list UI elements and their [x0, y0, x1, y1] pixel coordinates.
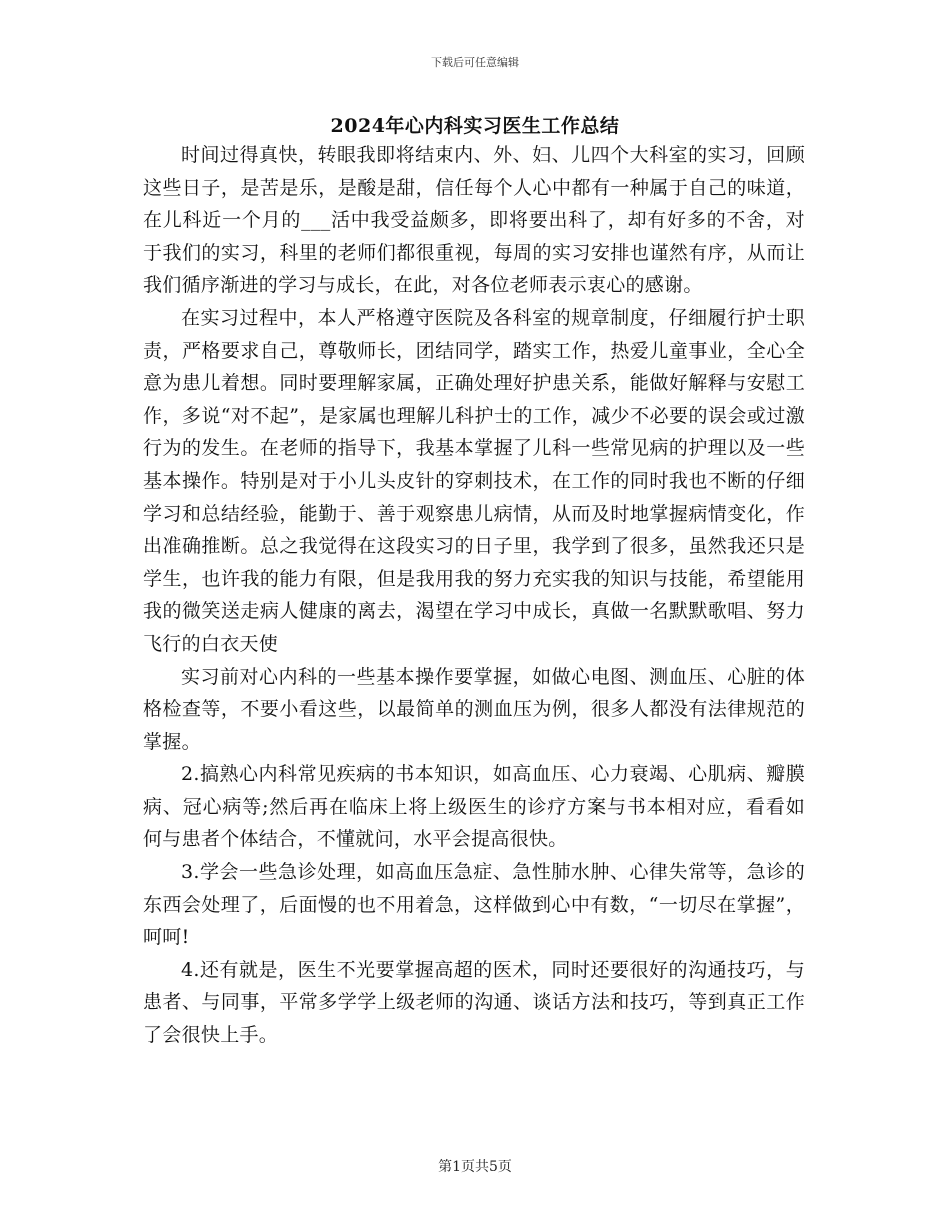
paragraph-item-2: 2.搞熟心内科常见疾病的书本知识，如高血压、心力衰竭、心肌病、瓣膜病、冠心病等;然后再在临床上将上级医生的诊疗方案与书本相对应，看看如何与患者个体结合，不懂就问，水平会提高很快。 [143, 763, 805, 851]
document-body [143, 139, 805, 1052]
page-footer: 第1页共5页 [438, 1159, 512, 1175]
header-note: 下载后可任意编辑 [431, 56, 519, 69]
paragraph-basic-operations: 实习前对心内科的一些基本操作要掌握，如做心电图、测血压、心脏的体格检查等，不要小看这些，以最简单的测血压为例，很多人都没有法律规范的掌握。 [143, 665, 805, 753]
paragraph-intro: 时间过得真快，转眼我即将结束内、外、妇、儿四个大科室的实习，回顾这些日子，是苦是乐，是酸是甜，信任每个人心中都有一种属于自己的味道，在儿科近一个月的___活中我受益颇多，即将要出科了，却有好多的不舍，对于我们的实习，科里的老师们都很重视，每周的实习安排也谨然有序，从而让我们循序渐进的学习与成长，在此，对各位老师表示衷心的感谢。 [143, 144, 805, 297]
paragraph-item-4: 4.还有就是，医生不光要掌握高超的医术，同时还要很好的沟通技巧，与患者、与同事，平常多学学上级老师的沟通、谈话方法和技巧，等到真正工作了会很快上手。 [143, 958, 805, 1047]
document-title: 2024年心内科实习医生工作总结 [330, 115, 620, 137]
paragraph-internship-process: 在实习过程中，本人严格遵守医院及各科室的规章制度，仔细履行护士职责，严格要求自己，尊敬师长，团结同学，踏实工作，热爱儿童事业，全心全意为患儿着想。同时要理解家属，正确处理好护患关系，能做好解释与安慰工作，多说“对不起”，是家属也理解儿科护士的工作，减少不必要的误会或过激行为的发生。在老师的指导下，我基本掌握了儿科一些常见病的护理以及一些基本操作。特别是对于小儿头皮针的穿刺技术，在工作的同时我也不断的仔细学习和总结经验，能勤于、善于观察患儿病情，从而及时地掌握病情变化，作出准确推断。总之我觉得在这段实习的日子里，我学到了很多，虽然我还只是学生，也许我的能力有限，但是我用我的努力充实我的知识与技能，希望能用我的微笑送走病人健康的离去，渴望在学习中成长，真做一名默默歌唱、努力飞行的白衣天使 [143, 306, 805, 655]
paragraph-item-3: 3.学会一些急诊处理，如高血压急症、急性肺水肿、心律失常等，急诊的东西会处理了，后面慢的也不用着急，这样做到心中有数，“一切尽在掌握”，呵呵! [143, 861, 805, 949]
